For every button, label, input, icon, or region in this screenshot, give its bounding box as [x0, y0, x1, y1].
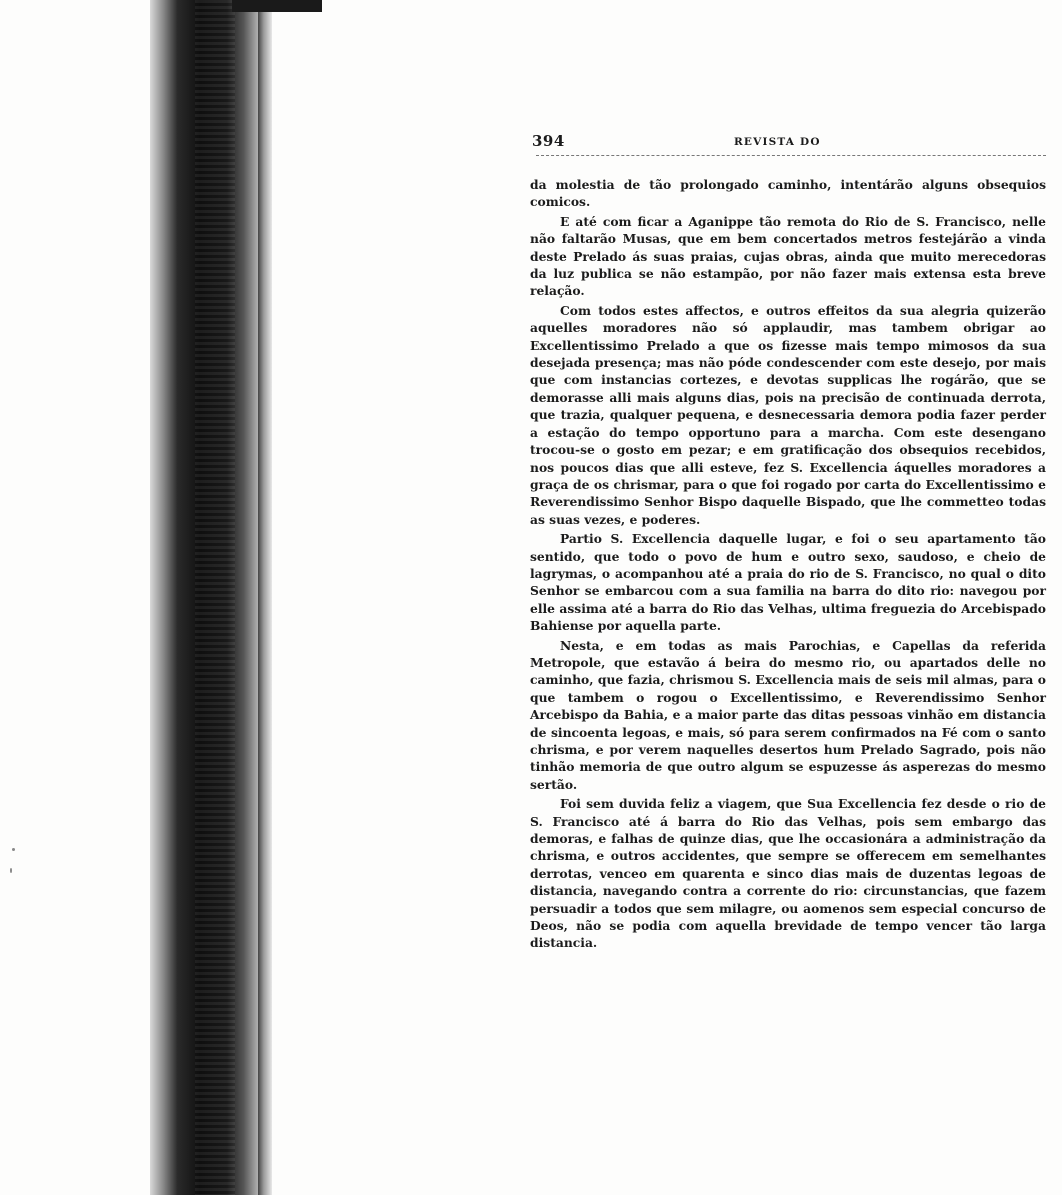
- paragraph: da molestia de tão prolongado caminho, intentárão alguns obsequios comicos.: [530, 177, 1046, 210]
- paragraph: Partio S. Excellencia daquelle lugar, e foi o seu apartamento tão sentido, que todo o povo de hum e outro sexo, saudoso, e cheio de lagrymas, o acompanhou até a praia do rio de S. Francisco, no qual o dito Senhor se embarcou com a sua familia na barra do dito rio: navegou por elle assima até a barra do Rio das Velhas, ultima freguezia do Arcebispado Bahiense por aquella parte.: [530, 531, 1046, 634]
- paragraph: Nesta, e em todas as mais Parochias, e Capellas da referida Metropole, que estavão á beira do mesmo rio, ou apartados delle no caminho, que fazia, chrismou S. Excellencia mais de seis mil almas, para o que tambem o rogou o Excellentissimo, e Reverendissimo Senhor Arcebispo da Bahia, e a maior parte das ditas pessoas vinhão em distancia de sincoenta legoas, e mais, só para serem confirmados na Fé com o santo chrisma, e por verem naquelles desertos hum Prelado Sagrado, pois não tinhão memoria de que outro algum se espuzesse ás asperezas do mesmo sertão.: [530, 637, 1046, 792]
- binding-texture: [195, 0, 235, 1195]
- page-edge: [258, 0, 272, 1195]
- paragraph: E até com ficar a Aganippe tão remota do Rio de S. Francisco, nelle não faltarão Musas, que em bem concertados metros festejárão a vinda deste Prelado ás suas praias, cujas obras, ainda que muito merecedoras da luz publica se não estampão, por não fazer mais extensa esta breve relação.: [530, 213, 1046, 299]
- paragraph: Foi sem duvida feliz a viagem, que Sua Excellencia fez desde o rio de S. Francisco até á barra do Rio das Velhas, pois sem embargo das demoras, e falhas de quinze dias, que lhe occasionára a administração da chrisma, e outros accidentes, que sempre se offerecem em semelhantes derrotas, venceo em quarenta e sinco dias mais de duzentas legoas de distancia, navegando contra a corrente do rio: circunstancias, que fazem persuadir a todos que sem milagre, ou aomenos sem especial concurso de Deos, não se podia com aquella brevidade de tempo vencer tão larga distancia.: [530, 796, 1046, 951]
- top-dark-strip: [232, 0, 322, 12]
- scan-speck: [12, 848, 15, 851]
- page-number: 394: [532, 132, 565, 150]
- body-text: [530, 176, 1046, 954]
- running-head: REVISTA DO: [734, 136, 821, 148]
- scan-speck: [10, 868, 12, 873]
- book-page: [526, 128, 1046, 951]
- header-rule: [536, 155, 1046, 156]
- page-header: [526, 128, 1046, 152]
- paragraph: Com todos estes affectos, e outros effeitos da sua alegria quizerão aquelles moradores não só applaudir, mas tambem obrigar ao Excellentissimo Prelado a que os fizesse mais tempo mimosos da sua desejada presença; mas não póde condescender com este desejo, por mais que com instancias cortezes, e devotas supplicas lhe rogárão, que se demorasse alli mais alguns dias, pois na precisão de continuada derrota, que trazia, qualquer pequena, e desnecessaria demora podia fazer perder a estação do tempo opportuno para a marcha. Com este desengano trocou-se o gosto em pezar; e em gratificação dos obsequios recebidos, nos poucos dias que alli esteve, fez S. Excellencia áquelles moradores a graça de os chrismar, para o que foi rogado por carta do Excellentissimo e Reverendissimo Senhor Bispo daquelle Bispado, que lhe commetteo todas as suas vezes, e poderes.: [530, 302, 1046, 527]
